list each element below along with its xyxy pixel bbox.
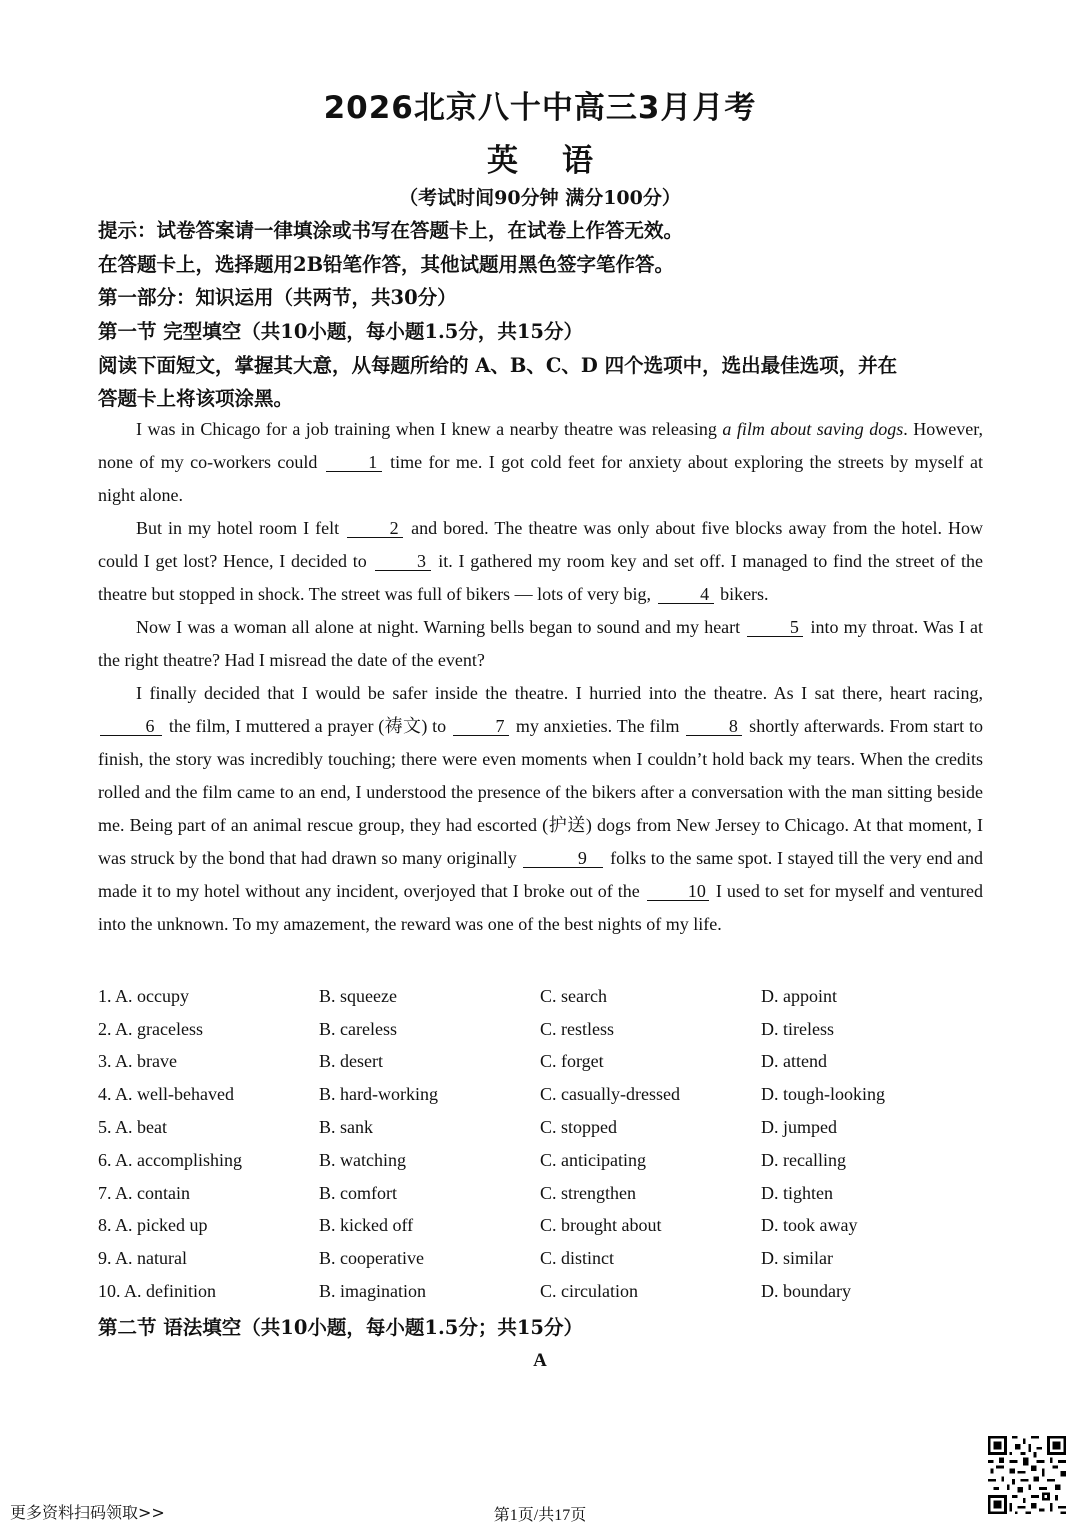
option: 3. A. brave	[98, 1051, 177, 1072]
cloze-passage	[98, 413, 983, 941]
blank-5: 5	[747, 618, 803, 637]
option: D. jumped	[761, 1117, 837, 1138]
directions-line-2: 答题卡上将该项涂黑。	[98, 387, 294, 410]
option: C. anticipating	[540, 1149, 646, 1170]
option: C. search	[540, 985, 607, 1006]
option: D. tighten	[761, 1182, 833, 1203]
option: D. took away	[761, 1215, 858, 1236]
passage-paragraph: Now I was a woman all alone at night. Warning bells began to sound and my heart 5 into my throat. Was I at the right theatre? Had I misread the date of the event?	[98, 617, 983, 670]
answer-options	[98, 980, 988, 1308]
option-row	[98, 980, 988, 1013]
blank-4: 4	[658, 585, 714, 604]
blank-3: 3	[375, 552, 431, 571]
film-title: a film about saving dogs	[722, 419, 904, 439]
option: D. recalling	[761, 1149, 846, 1170]
subject-char-1: 英	[487, 143, 518, 179]
blank-7: 7	[453, 717, 509, 736]
subject-char-2: 语	[562, 143, 593, 179]
option: 4. A. well-behaved	[98, 1084, 234, 1105]
blank-9: 9	[523, 849, 603, 868]
option-row	[98, 1242, 988, 1275]
option: B. imagination	[319, 1281, 426, 1302]
option: 6. A. accomplishing	[98, 1149, 242, 1170]
more-resources-link[interactable]: 更多资料扫码领取>>	[10, 1503, 165, 1522]
option: C. circulation	[540, 1281, 638, 1302]
blank-10: 10	[647, 882, 709, 901]
option: D. boundary	[761, 1281, 851, 1302]
blank-6: 6	[100, 717, 162, 736]
option: 5. A. beat	[98, 1117, 167, 1138]
option: 2. A. graceless	[98, 1018, 203, 1039]
option: 10. A. definition	[98, 1281, 216, 1302]
notice-line-1: 提示：试卷答案请一律填涂或书写在答题卡上，在试卷上作答无效。	[98, 219, 684, 242]
option: 8. A. picked up	[98, 1215, 208, 1236]
option: B. sank	[319, 1117, 373, 1138]
option-row	[98, 1275, 988, 1308]
option: 1. A. occupy	[98, 985, 189, 1006]
section-two-heading: 第二节 语法填空（共10小题，每小题1.5分；共15分）	[98, 1316, 583, 1339]
option: B. watching	[319, 1149, 406, 1170]
option-row	[98, 1046, 988, 1079]
option: B. hard-working	[319, 1084, 438, 1105]
option-row	[98, 1111, 988, 1144]
option-row	[98, 1078, 988, 1111]
option: B. kicked off	[319, 1215, 414, 1236]
option-row	[98, 1013, 988, 1046]
blank-1: 1	[326, 453, 382, 472]
option-row	[98, 1177, 988, 1210]
page-number: 第1页/共17页	[493, 1507, 587, 1524]
notice-line-2: 在答题卡上，选择题用2B铅笔作答，其他试题用黑色签字笔作答。	[98, 253, 675, 276]
option: 7. A. contain	[98, 1182, 190, 1203]
blank-2: 2	[347, 519, 403, 538]
qr-code-icon[interactable]	[988, 1436, 1066, 1514]
option: 9. A. natural	[98, 1248, 187, 1269]
option: B. desert	[319, 1051, 383, 1072]
option: C. casually-dressed	[540, 1084, 680, 1105]
option-row	[98, 1210, 988, 1243]
option: C. distinct	[540, 1248, 615, 1269]
section-two-letter: A	[533, 1350, 547, 1371]
option: C. strengthen	[540, 1182, 636, 1203]
blank-8: 8	[686, 717, 742, 736]
passage-paragraph: I finally decided that I would be safer inside the theatre. I hurried into the theatre. As I sat there, heart racing, 6 the film, I muttered a prayer (祷文) to 7 my anxieties. The film 8 shortly afterwards. From start to finish, the story was incredibly touching; there were even moments when I couldn’t hold back my tears. When the credits rolled and the film came to an end, I understood the presence of the bikers after a conversation with the man sitting beside me. Being part of an animal rescue group, they had escorted (护送) dogs from New Jersey to Chicago. At that moment, I was struck by the bond that had drawn so many originally 9 folks to the same spot. I stayed till the very end and made it to my hotel without any incident, overjoyed that I broke out of the 10 I used to set for myself and ventured into the unknown. To my amazement, the reward was one of the best nights of my life.	[98, 683, 984, 934]
option: B. careless	[319, 1018, 397, 1039]
option: D. tireless	[761, 1018, 834, 1039]
part-one-heading: 第一部分：知识运用（共两节，共30分）	[98, 286, 457, 309]
option-row	[98, 1144, 988, 1177]
directions-line-1: 阅读下面短文，掌握其大意，从每题所给的 A、B、C、D 四个选项中，选出最佳选项，并在	[98, 354, 898, 377]
exam-title: 2026北京八十中高三3月月考	[323, 90, 757, 126]
option: B. squeeze	[319, 985, 397, 1006]
passage-paragraph: I was in Chicago for a job training when I knew a nearby theatre was releasing a film about saving dogs. However, none of my co-workers could 1 time for me. I got cold feet for anxiety about exploring the streets by myself at night alone.	[98, 419, 984, 505]
option: D. tough-looking	[761, 1084, 885, 1105]
exam-info: （考试时间90分钟 满分100分）	[399, 187, 681, 209]
option: D. attend	[761, 1051, 827, 1072]
option: C. restless	[540, 1018, 614, 1039]
option: B. comfort	[319, 1182, 397, 1203]
option: D. appoint	[761, 985, 837, 1006]
option: D. similar	[761, 1248, 833, 1269]
section-one-heading: 第一节 完型填空（共10小题，每小题1.5分，共15分）	[98, 320, 583, 343]
passage-paragraph: But in my hotel room I felt 2 and bored. The theatre was only about five blocks away from the hotel. How could I get lost? Hence, I decided to 3 it. I gathered my room key and set off. I managed to find the street of the theatre but stopped in shock. The street was full of bikers — lots of very big, 4 bikers.	[98, 518, 983, 604]
subject-title	[0, 135, 1080, 180]
option: B. cooperative	[319, 1248, 424, 1269]
option: C. forget	[540, 1051, 604, 1072]
option: C. stopped	[540, 1117, 618, 1138]
option: C. brought about	[540, 1215, 662, 1236]
